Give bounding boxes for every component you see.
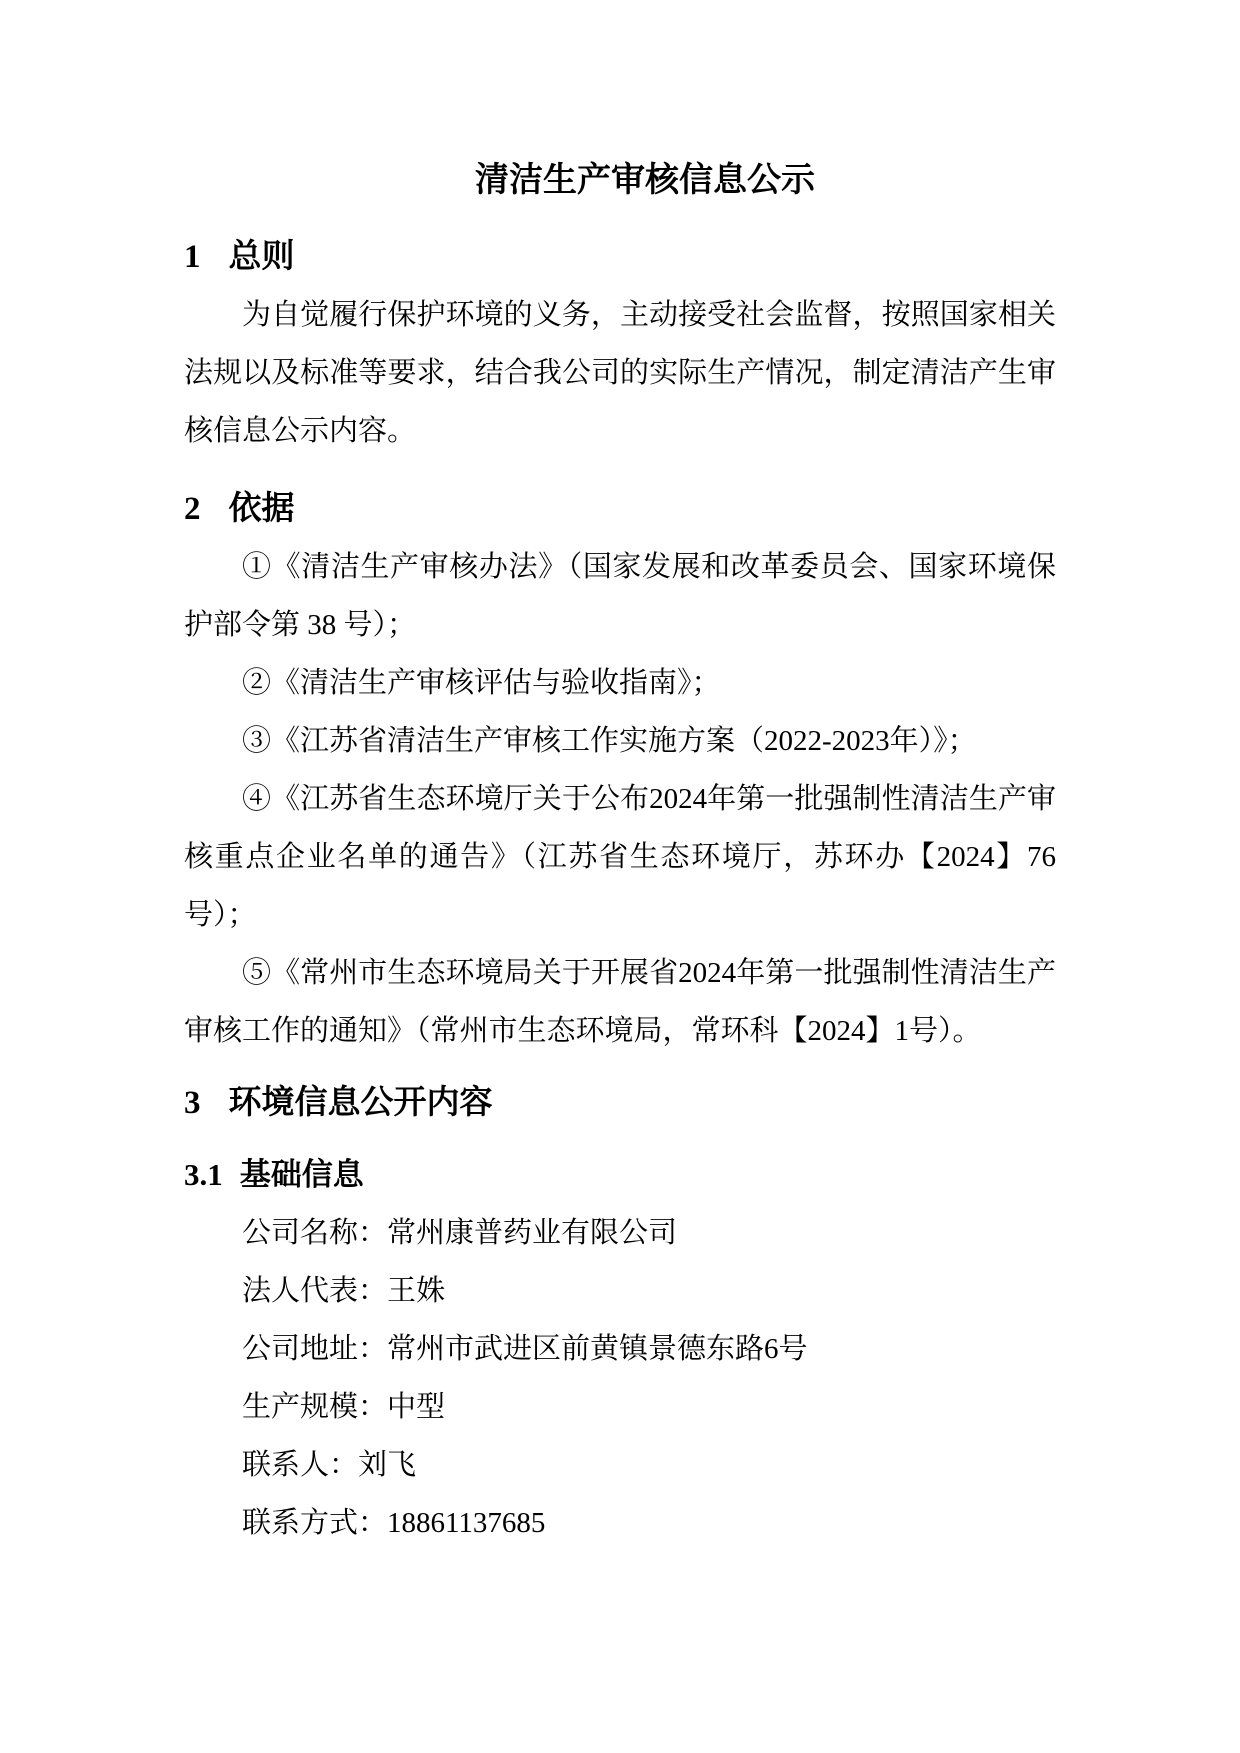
section-2-heading [184,480,1056,538]
info-line-contact-person: 联系人：刘飞 [242,1449,417,1481]
section-1-number: 1 [184,239,201,275]
section-1-heading [184,228,1056,286]
info-line-company-name: 公司名称：常州康普药业有限公司 [242,1217,678,1249]
section-3-number: 3 [184,1085,201,1121]
document-title: 清洁生产审核信息公示 [475,162,815,199]
section-3-1-heading [184,1146,1056,1204]
reference-item-4: ④《江苏省生态环境厅关于公布2024年第一批强制性清洁生产审核重点企业名单的通告》（江苏省生态环境厅，苏环办【2024】76 号）； [184,783,1056,931]
section-3-heading-text: 环境信息公开内容 [228,1085,493,1121]
info-line-legal-representative: 法人代表：王姝 [242,1275,446,1307]
reference-item-5: ⑤《常州市生态环境局关于开展省2024年第一批强制性清洁生产审核工作的通知》（常州市生态环境局，常环科【2024】1号）。 [184,957,1056,1047]
section-1-paragraph: 为自觉履行保护环境的义务，主动接受社会监督，按照国家相关法规以及标准等要求，结合我公司的实际生产情况，制定清洁产生审核信息公示内容。 [184,299,1056,447]
section-2-number: 2 [184,491,201,527]
section-3-1-number: 3.1 [184,1157,223,1192]
reference-item-2: ②《清洁生产审核评估与验收指南》； [242,667,721,699]
info-line-contact-phone: 联系方式：18861137685 [242,1507,546,1539]
section-3-1-heading-text: 基础信息 [239,1157,364,1192]
info-line-company-address: 公司地址：常州市武进区前黄镇景德东路6号 [242,1333,808,1365]
section-2-heading-text: 依据 [228,491,295,527]
reference-item-1: ①《清洁生产审核办法》（国家发展和改革委员会、国家环境保护部令第 38 号）； [184,551,1056,641]
section-1-heading-text: 总则 [228,239,295,275]
reference-item-3: ③《江苏省清洁生产审核工作实施方案（2022-2023年）》； [242,725,977,757]
info-line-production-scale: 生产规模：中型 [242,1391,446,1423]
section-3-heading [184,1074,1056,1132]
